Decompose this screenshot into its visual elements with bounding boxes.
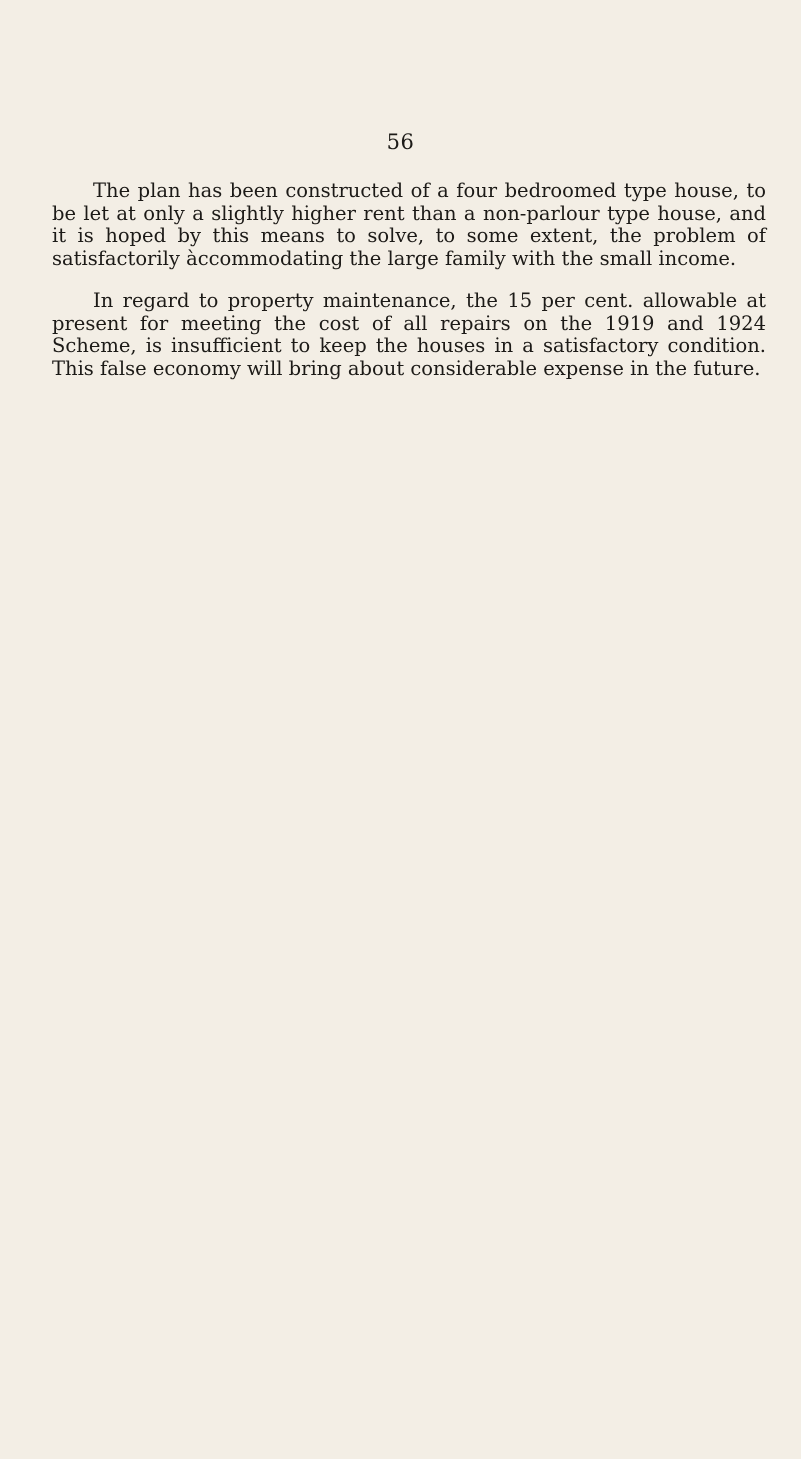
- paragraph-property-maintenance: In regard to property maintenance, the 15 per cent. allowable at present for meeting the cost of all repairs on the 1919 and 1924 Scheme, is insufficient to keep the houses in a satisfactory condition. This false economy will bring about considerable expense in the future.: [52, 289, 766, 380]
- body-text: [52, 180, 766, 380]
- paragraph-housing-plan: The plan has been constructed of a four bedroomed type house, to be let at only a slightly higher rent than a non-parlour type house, and it is hoped by this means to solve, to some extent, the problem of satisfactorily àccommodating the large family with the small income.: [52, 179, 766, 270]
- page-number: 56: [386, 130, 415, 154]
